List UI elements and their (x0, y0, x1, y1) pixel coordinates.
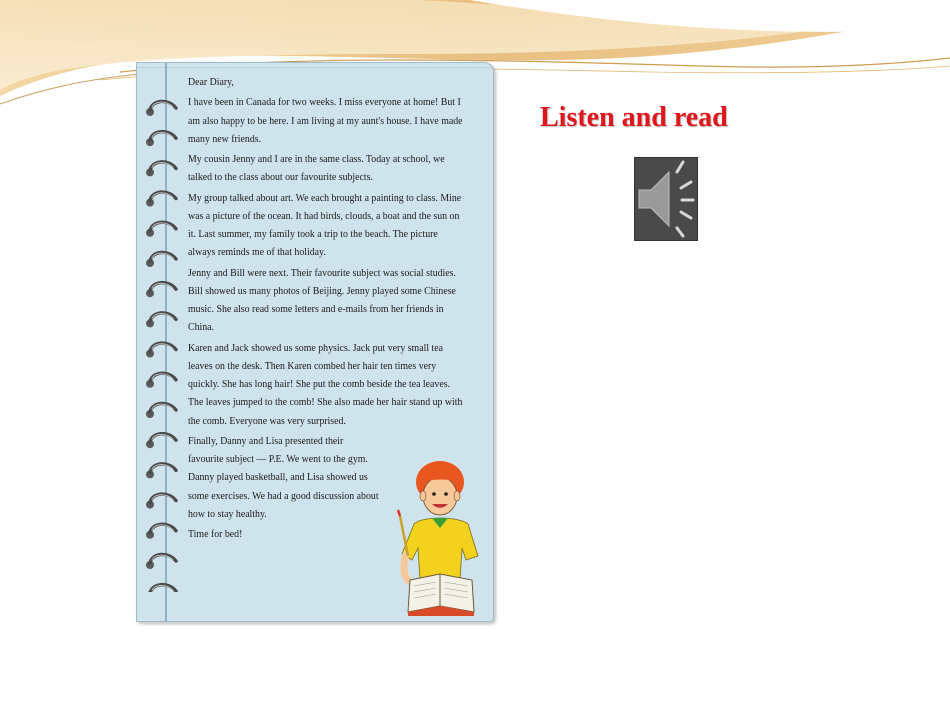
spiral-ring (146, 252, 176, 267)
diary-paragraph: My cousin Jenny and I are in the same class. Today at school, we talked to the class about our favourite subjects. (188, 154, 445, 184)
spiral-ring (146, 585, 176, 592)
spiral-ring (146, 222, 176, 237)
diary-closing: Time for bed! (188, 529, 243, 541)
spiral-ring (146, 434, 176, 449)
diary-paragraph: Karen and Jack showed us some physics. Jack put very small tea leaves on the desk. Then Karen combed her hair ten times very quickly. She has long hair! She put the comb beside the tea leaves. The leaves jumped to the comb! She also made her hair stand up with the comb. Everyone was very surprised. (188, 342, 463, 427)
spiral-ring (146, 192, 176, 207)
spiral-ring (146, 524, 176, 539)
spiral-ring (146, 343, 176, 358)
slide-title: Listen and read (540, 102, 728, 133)
spiral-ring (146, 464, 176, 479)
audio-play-button[interactable] (634, 157, 698, 241)
spiral-ring (146, 373, 176, 388)
page-top-line (137, 67, 493, 68)
diary-paragraph: Jenny and Bill were next. Their favourite subject was social studies. Bill showed us many photos of Beijing. Jenny played some Chinese music. She also read some letters and e-mails from her friends in China. (188, 267, 456, 334)
spiral-ring (146, 403, 176, 418)
spiral-ring (146, 132, 176, 147)
speaker-icon (635, 158, 697, 240)
spiral-ring (146, 283, 176, 298)
diary-greeting: Dear Diary, (188, 77, 234, 88)
spiral-ring (146, 162, 176, 177)
diary-paragraph: Finally, Danny and Lisa presented their favourite subject — P.E. We went to the gym. Danny played basketball, and Lisa showed us some exercises. We had a good discussion about how to stay healthy. (188, 435, 379, 520)
spiral-ring (146, 313, 176, 328)
spiral-ring (146, 494, 176, 509)
spiral-ring (146, 554, 176, 569)
boy-reading-illustration (392, 456, 488, 616)
diary-paragraph: I have been in Canada for two weeks. I miss everyone at home! But I am also happy to be here. I am living at my aunt's house. I have made many new friends. (188, 97, 463, 145)
spiral-ring (146, 101, 176, 116)
diary-paragraph: My group talked about art. We each brought a painting to class. Mine was a picture of the ocean. It had birds, clouds, a boat and the sun on it. Last summer, my family took a trip to the beach. The picture always reminds me of that holiday. (188, 192, 462, 259)
spiral-binding (142, 92, 186, 592)
